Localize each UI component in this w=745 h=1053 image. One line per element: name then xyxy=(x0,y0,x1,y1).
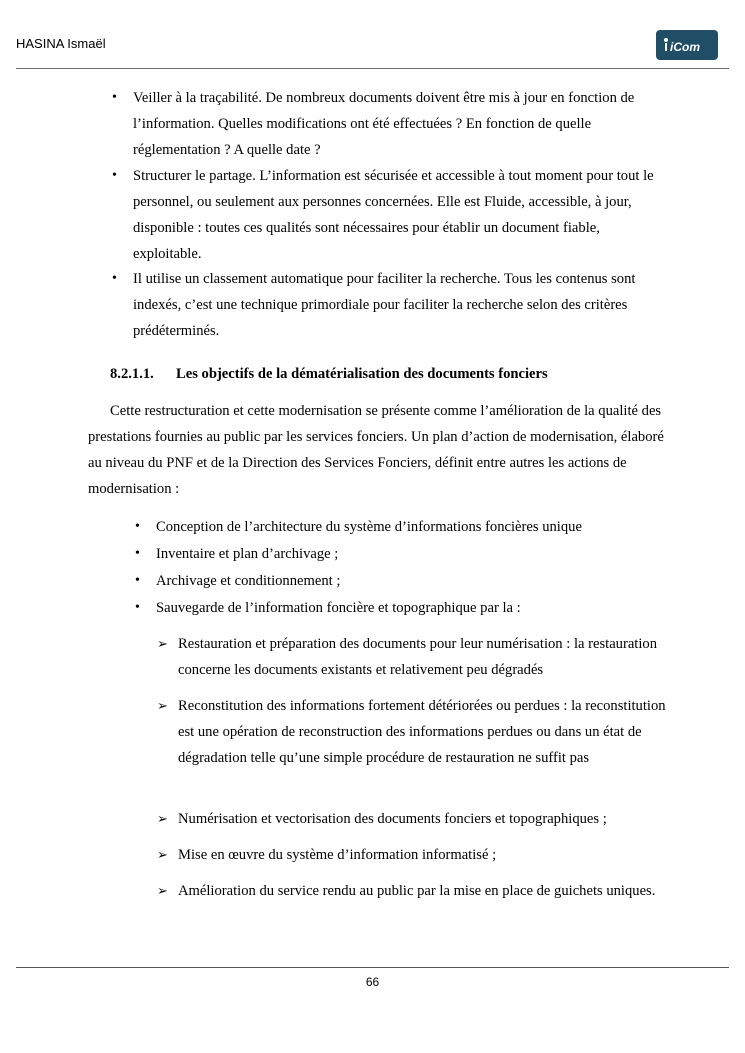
logo-icon xyxy=(656,30,718,60)
bullet-icon: • xyxy=(112,271,117,286)
list-item-text: Structurer le partage. L’information est sécurisée et accessible à tout moment pour tout le personnel, ou seulement aux personnes concernées. Elle est Fluide, accessible, à jour, disponible : toutes ces qualités sont nécessaires pour établir un document fiable, exploitable. xyxy=(133,168,654,262)
bullet-icon: • xyxy=(135,573,140,588)
list-item-text: Amélioration du service rendu au public par la mise en place de guichets uniques. xyxy=(178,883,656,899)
section-title: Les objectifs de la dématérialisation des documents fonciers xyxy=(176,366,548,382)
bullet-icon: • xyxy=(112,168,117,183)
section-heading xyxy=(110,361,548,387)
bullet-icon: • xyxy=(135,546,140,561)
arrow-bullet-icon: ➢ xyxy=(157,847,168,862)
list-item-text: Reconstitution des informations fortement détériorées ou perdues : la reconstitution est une opération de reconstruction des informations perdues ou dans un état de dégradation telle qu’une simple procédure de restauration ne suffit pas xyxy=(178,698,666,766)
bullet-icon: • xyxy=(135,600,140,615)
list-item-text: Inventaire et plan d’archivage ; xyxy=(156,546,339,562)
paragraph-text: Cette restructuration et cette modernisation se présente comme l’amélioration de la qualité des prestations fournies au public par les services fonciers. Un plan d’action de modernisation, élaboré au niveau du PNF et de la Direction des Services Fonciers, définit entre autres les actions de modernisation : xyxy=(88,403,664,497)
arrow-bullet-icon: ➢ xyxy=(157,883,168,898)
list-item-text: Archivage et conditionnement ; xyxy=(156,573,341,589)
list-item-text: Numérisation et vectorisation des documents fonciers et topographiques ; xyxy=(178,811,607,827)
header-author: HASINA Ismaël xyxy=(16,36,106,51)
logo-text: iCom xyxy=(670,40,700,54)
list-item-text: Conception de l’architecture du système d’informations foncières unique xyxy=(156,519,582,535)
bullet-icon: • xyxy=(112,90,117,105)
arrow-bullet-icon: ➢ xyxy=(157,636,168,651)
bullet-icon: • xyxy=(135,519,140,534)
list-item-text: Veiller à la traçabilité. De nombreux documents doivent être mis à jour en fonction de l’information. Quelles modifications ont été effectuées ? En fonction de quelle réglementation ? A quelle date ? xyxy=(133,90,635,158)
list-item-text: Il utilise un classement automatique pour faciliter la recherche. Tous les contenus sont indexés, c’est une technique primordiale pour faciliter la recherche selon des critères prédéterminés. xyxy=(133,271,636,339)
page-number: 66 xyxy=(365,975,380,989)
arrow-bullet-icon: ➢ xyxy=(157,811,168,826)
arrow-bullet-icon: ➢ xyxy=(157,698,168,713)
footer-divider xyxy=(16,967,729,968)
body-paragraph xyxy=(88,398,668,502)
header-divider xyxy=(16,68,729,69)
logo xyxy=(656,30,718,60)
list-item-text: Restauration et préparation des documents pour leur numérisation : la restauration concerne les documents existants et relativement peu dégradés xyxy=(178,636,658,678)
list-item-text: Sauvegarde de l’information foncière et topographique par la : xyxy=(156,600,521,616)
list-item-text: Mise en œuvre du système d’information informatisé ; xyxy=(178,847,497,863)
section-number: 8.2.1.1. xyxy=(110,366,154,382)
